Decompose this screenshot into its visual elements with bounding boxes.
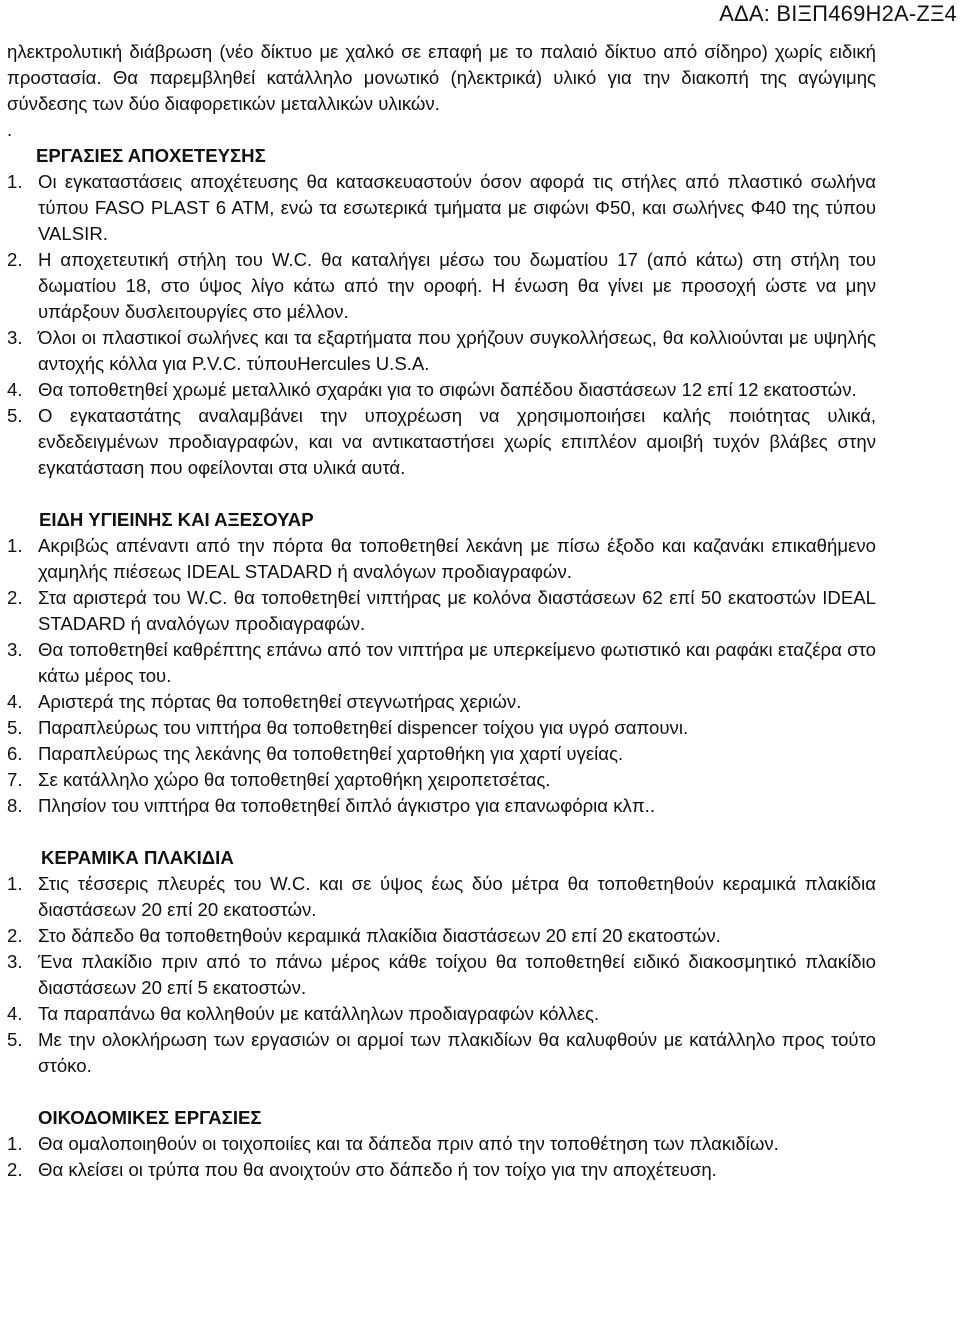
- item-text: Θα ομαλοποιηθούν οι τοιχοποιίες και τα δάπεδα πριν από την τοποθέτηση των πλακιδίων.: [38, 1133, 779, 1154]
- item-text: Παραπλεύρως της λεκάνης θα τοποθετηθεί χαρτοθήκη για χαρτί υγείας.: [38, 743, 624, 764]
- item-number: 2.: [7, 587, 23, 608]
- section-drainage: [7, 143, 876, 481]
- section-ceramic-tiles: [7, 845, 876, 1079]
- list-item: [7, 871, 876, 923]
- item-number: 1.: [7, 1133, 23, 1154]
- item-number: 6.: [7, 743, 23, 764]
- document-id: ΑΔΑ: ΒΙΞΠ469Η2Α-ΖΞ4: [719, 1, 957, 26]
- item-text: Αριστερά της πόρτας θα τοποθετηθεί στεγνωτήρας χεριών.: [38, 691, 522, 712]
- list-item: [7, 325, 876, 377]
- list-item: [7, 1001, 876, 1027]
- list-item: [7, 923, 876, 949]
- item-number: 2.: [7, 925, 23, 946]
- item-text: Στα αριστερά του W.C. θα τοποθετηθεί νιπτήρας με κολόνα διαστάσεων 62 επί 50 εκατοστών IDEAL STADARD ή αναλόγων προδιαγραφών.: [38, 587, 876, 634]
- section-heading: ΕΡΓΑΣΙΕΣ ΑΠΟΧΕΤΕΥΣΗΣ: [36, 145, 266, 166]
- item-number: 2.: [7, 1159, 23, 1180]
- list-item: [7, 377, 876, 403]
- item-text: Όλοι οι πλαστικοί σωλήνες και τα εξαρτήματα που χρήζουν συγκολλήσεως, θα κολλιούνται με υψηλής αντοχής κόλλα για P.V.C. τύπουHercules U.S.A.: [38, 327, 876, 374]
- list-item: [7, 1131, 876, 1157]
- list-item: [7, 767, 876, 793]
- item-text: Θα κλείσει οι τρύπα που θα ανοιχτούν στο δάπεδο ή τον τοίχο για την αποχέτευση.: [38, 1159, 717, 1180]
- item-text: Τα παραπάνω θα κολληθούν με κατάλληλων προδιαγραφών κόλλες.: [38, 1003, 600, 1024]
- stray-dot: .: [7, 119, 13, 140]
- list-item: [7, 715, 876, 741]
- list-item: [7, 169, 876, 247]
- item-number: 2.: [7, 249, 23, 270]
- item-text: Η αποχετευτική στήλη του W.C. θα καταλήγει μέσω του δωματίου 17 (από κάτω) στη στήλη του δωματίου 18, στο ύψος λίγο κάτω από την οροφή. Η ένωση θα γίνει με προσοχή ώστε να μην υπάρξουν δυσλειτουργίες στο μέλλον.: [38, 249, 876, 322]
- document-body: [7, 39, 876, 1183]
- item-text: Με την ολοκλήρωση των εργασιών οι αρμοί των πλακιδίων θα καλυφθούν με κατάλληλο προς τούτο στόκο.: [38, 1029, 876, 1076]
- item-number: 3.: [7, 327, 23, 348]
- item-number: 3.: [7, 951, 23, 972]
- list-item: [7, 1157, 876, 1183]
- list-item: [7, 741, 876, 767]
- item-number: 7.: [7, 769, 23, 790]
- list-item: [7, 637, 876, 689]
- list-item: [7, 585, 876, 637]
- list-item: [7, 247, 876, 325]
- item-number: 8.: [7, 795, 23, 816]
- item-number: 1.: [7, 535, 23, 556]
- list-item: [7, 949, 876, 1001]
- item-text: Οι εγκαταστάσεις αποχέτευσης θα κατασκευαστούν όσον αφορά τις στήλες από πλαστικό σωλήνα τύπου FASO PLAST 6 ATM, ενώ τα εσωτερικά τμήματα με σιφώνι Φ50, και σωλήνες Φ40 της τύπου VALSIR.: [38, 171, 876, 244]
- item-text: Στις τέσσερις πλευρές του W.C. και σε ύψος έως δύο μέτρα θα τοποθετηθούν κεραμικά πλακίδια διαστάσεων 20 επί 20 εκατοστών.: [38, 873, 876, 920]
- list-item: [7, 403, 876, 481]
- item-text: Θα τοποθετηθεί χρωμέ μεταλλικό σχαράκι για το σιφώνι δαπέδου διαστάσεων 12 επί 12 εκατοστών.: [38, 379, 857, 400]
- item-number: 5.: [7, 717, 23, 738]
- item-text: Ο εγκαταστάτης αναλαμβάνει την υποχρέωση να χρησιμοποιήσει καλής ποιότητας υλικά, ενδεδειγμένων προδιαγραφών, και να αντικαταστήσει χωρίς επιπλέον αμοιβή τυχόν βλάβες στην εγκατάσταση που οφείλονται στα υλικά αυτά.: [38, 405, 876, 478]
- item-text: Ένα πλακίδιο πριν από το πάνω μέρος κάθε τοίχου θα τοποθετηθεί ειδικό διακοσμητικό πλακίδιο διαστάσεων 20 επί 5 εκατοστών.: [38, 951, 876, 998]
- section-construction-works: [7, 1105, 876, 1183]
- item-number: 3.: [7, 639, 23, 660]
- section-heading: ΟΙΚΟΔΟΜΙΚΕΣ ΕΡΓΑΣΙΕΣ: [38, 1107, 262, 1128]
- item-text: Πλησίον του νιπτήρα θα τοποθετηθεί διπλό άγκιστρο για επανωφόρια κλπ..: [38, 795, 655, 816]
- intro-paragraph: ηλεκτρολυτική διάβρωση (νέο δίκτυο με χαλκό σε επαφή με το παλαιό δίκτυο από σίδηρο) χωρίς ειδική προστασία. Θα παρεμβληθεί κατάλληλο μονωτικό (ηλεκτρικά) υλικό για την διακοπή της αγώγιμης σύνδεσης των δύο διαφορετικών μεταλλικών υλικών.: [7, 41, 876, 114]
- item-number: 4.: [7, 1003, 23, 1024]
- item-text: Σε κατάλληλο χώρο θα τοποθετηθεί χαρτοθήκη χειροπετσέτας.: [38, 769, 551, 790]
- item-number: 1.: [7, 171, 23, 192]
- item-number: 4.: [7, 379, 23, 400]
- item-number: 5.: [7, 405, 23, 426]
- list-item: [7, 533, 876, 585]
- section-heading: ΚΕΡΑΜΙΚΑ ΠΛΑΚΙΔΙΑ: [41, 847, 234, 868]
- section-sanitary: [7, 507, 876, 819]
- item-text: Στο δάπεδο θα τοποθετηθούν κεραμικά πλακίδια διαστάσεων 20 επί 20 εκατοστών.: [38, 925, 721, 946]
- list-item: [7, 1027, 876, 1079]
- item-number: 4.: [7, 691, 23, 712]
- item-text: Θα τοποθετηθεί καθρέπτης επάνω από τον νιπτήρα με υπερκείμενο φωτιστικό και ραφάκι εταζέρα στο κάτω μέρος του.: [38, 639, 876, 686]
- item-number: 1.: [7, 873, 23, 894]
- item-text: Ακριβώς απέναντι από την πόρτα θα τοποθετηθεί λεκάνη με πίσω έξοδο και καζανάκι επικαθήμενο χαμηλής πιέσεως IDEAL STADARD ή αναλόγων προδιαγραφών.: [38, 535, 876, 582]
- item-text: Παραπλεύρως του νιπτήρα θα τοποθετηθεί dispencer τοίχου για υγρό σαπουνι.: [38, 717, 689, 738]
- list-item: [7, 793, 876, 819]
- item-number: 5.: [7, 1029, 23, 1050]
- list-item: [7, 689, 876, 715]
- section-heading: ΕΙΔΗ ΥΓΙΕΙΝΗΣ ΚΑΙ ΑΞΕΣΟΥΑΡ: [39, 509, 314, 530]
